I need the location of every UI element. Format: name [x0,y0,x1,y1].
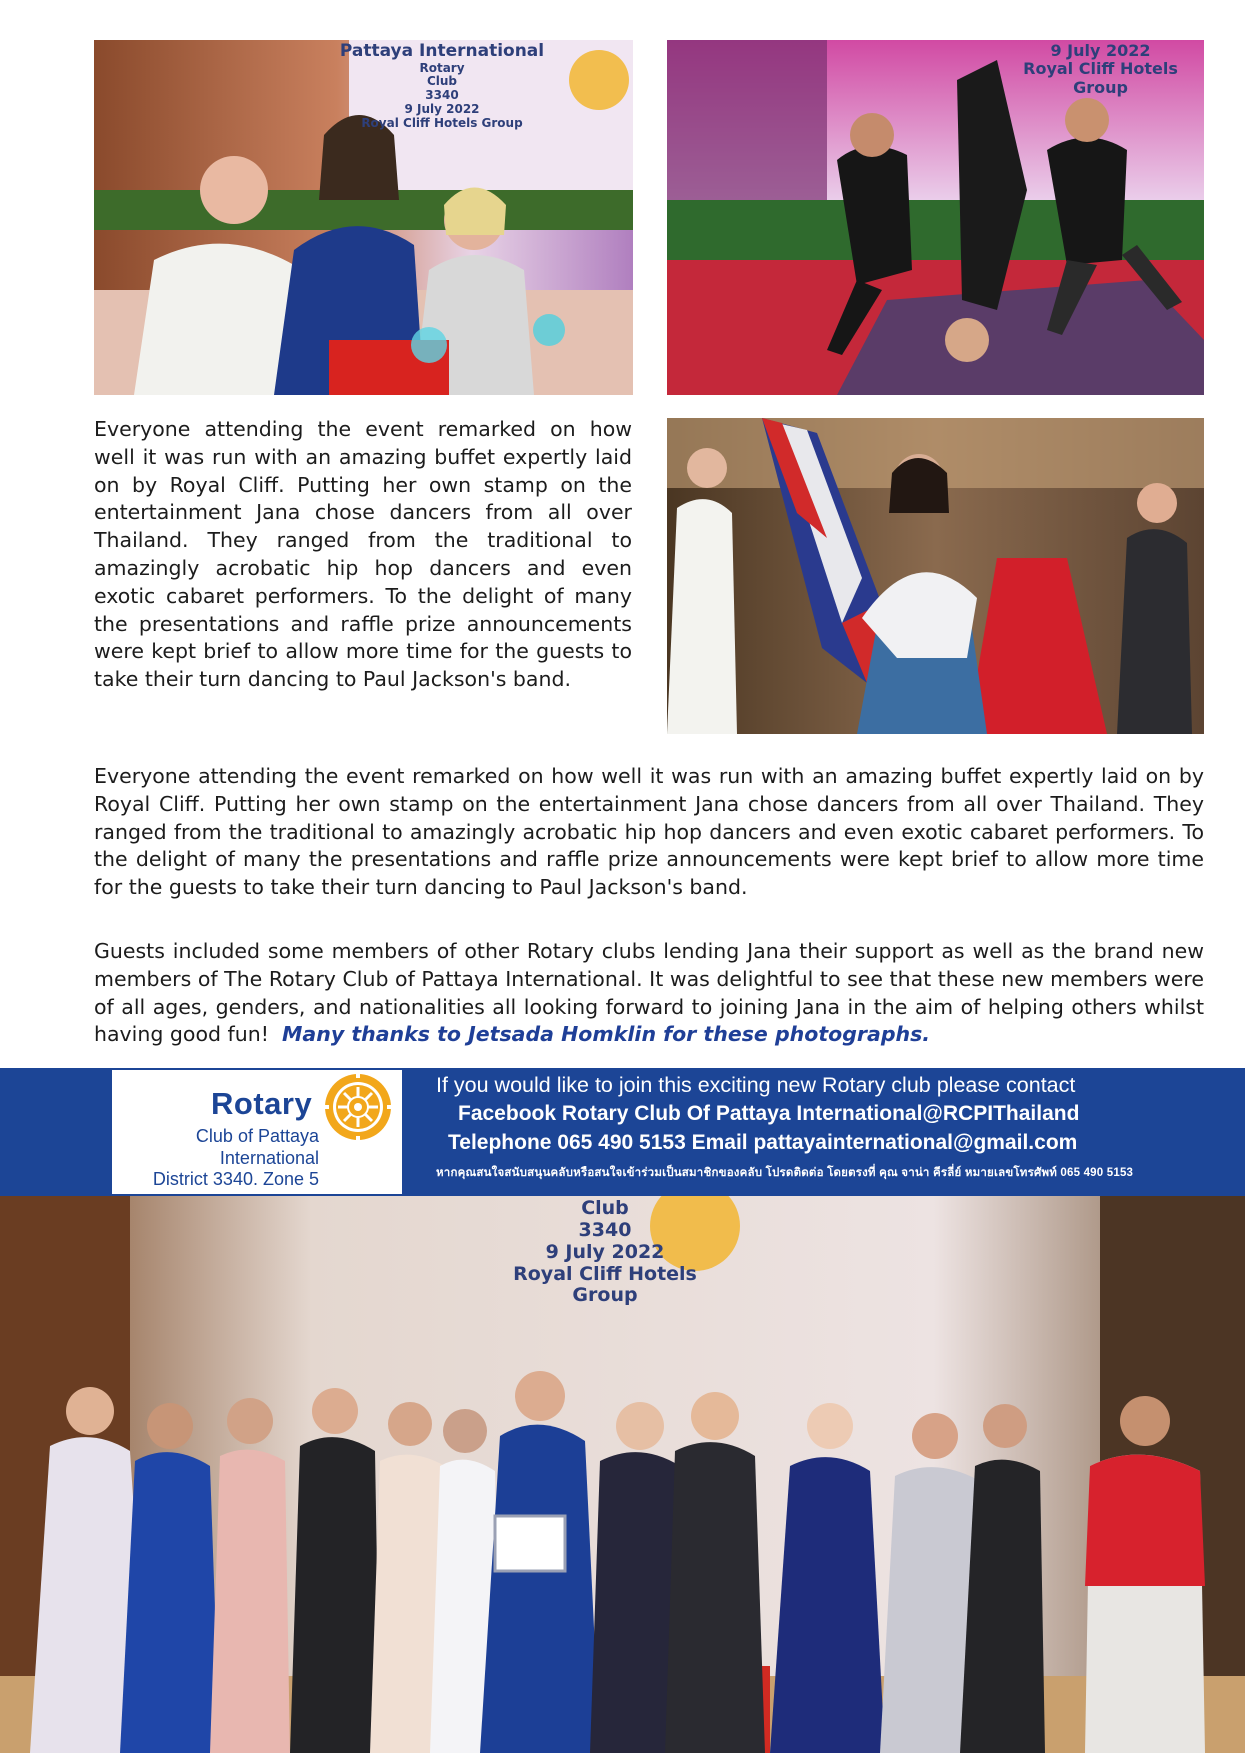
backdrop-text: 9 July 2022 Royal Cliff Hotels Group [1023,41,1178,97]
article-paragraph-3 [94,938,1204,1049]
banner-facebook[interactable]: Facebook Rotary Club Of Pattaya International@RCPIThailand [458,1102,1080,1125]
paragraph-3-text: Guests included some members of other Rotary clubs lending Jana their support as well as the brand new members of The Rotary Club of Pattaya International. It was delightful to see that these new members were of all ages, genders, and nationalities all looking forward to joining Jana in the aim of helping others whilst having good fun! [94,939,1204,1047]
rotary-wordmark: Rotary [211,1086,313,1121]
banner-invitation: If you would like to join this exciting new Rotary club please contact [436,1073,1076,1097]
banner-thai-text: หากคุณสนใจสนับสนุนคลับหรือสนใจเข้าร่วมเป็นสมาชิกของคลับ โปรดติดต่อ โดยตรงที่ คุณ จาน่า คีรลี่ย์ หมายเลขโทรศัพท์ 065 490 5153 [436,1167,1134,1179]
photo-flag-bearer [667,418,1204,734]
article-paragraph-2: Everyone attending the event remarked on how well it was run with an amazing buffet expertly laid on by Royal Cliff. Putting her own stamp on the entertainment Jana chose dancers from all over Thailand. They ranged from the traditional to amazingly acrobatic hip hop dancers and even exotic cabaret performers. To the delight of many the presentations and raffle prize announcements were kept brief to allow more time for the guests to take their turn dancing to Paul Jackson's band. [94,764,1204,900]
logo-club-line: Club of Pattaya [195,1126,319,1146]
rotary-wheel-icon [322,1071,394,1143]
flag-bearer-image [667,418,1204,734]
banner-phone-email[interactable]: Telephone 065 490 5153 Email pattayainternational@gmail.com [448,1131,1078,1154]
photo-group [0,1196,1245,1753]
photo-dancers [667,40,1204,395]
logo-international-line: International [219,1148,319,1168]
photo-credit: Many thanks to Jetsada Homklin for these photographs. [282,1022,931,1047]
backdrop-text: Pattaya International Rotary Club 3340 9 July 2022 Royal Cliff Hotels Group [339,41,545,130]
photo-dinner-table [94,40,633,395]
logo-district-line: District 3340. Zone 5 [152,1169,319,1189]
backdrop-text: Club 3340 9 July 2022 Royal Cliff Hotels Group [513,1197,697,1307]
article-paragraph-1: Everyone attending the event remarked on how well it was run with an amazing buffet expertly laid on by Royal Cliff. Putting her own stamp on the entertainment Jana chose dancers from all over Thailand. They ranged from the traditional to amazingly acrobatic hip hop dancers and even exotic cabaret performers. To the delight of many the presentations and raffle prize announcements were kept brief to allow more time for the guests to take their turn dancing to Paul Jackson's band. [94,417,632,692]
